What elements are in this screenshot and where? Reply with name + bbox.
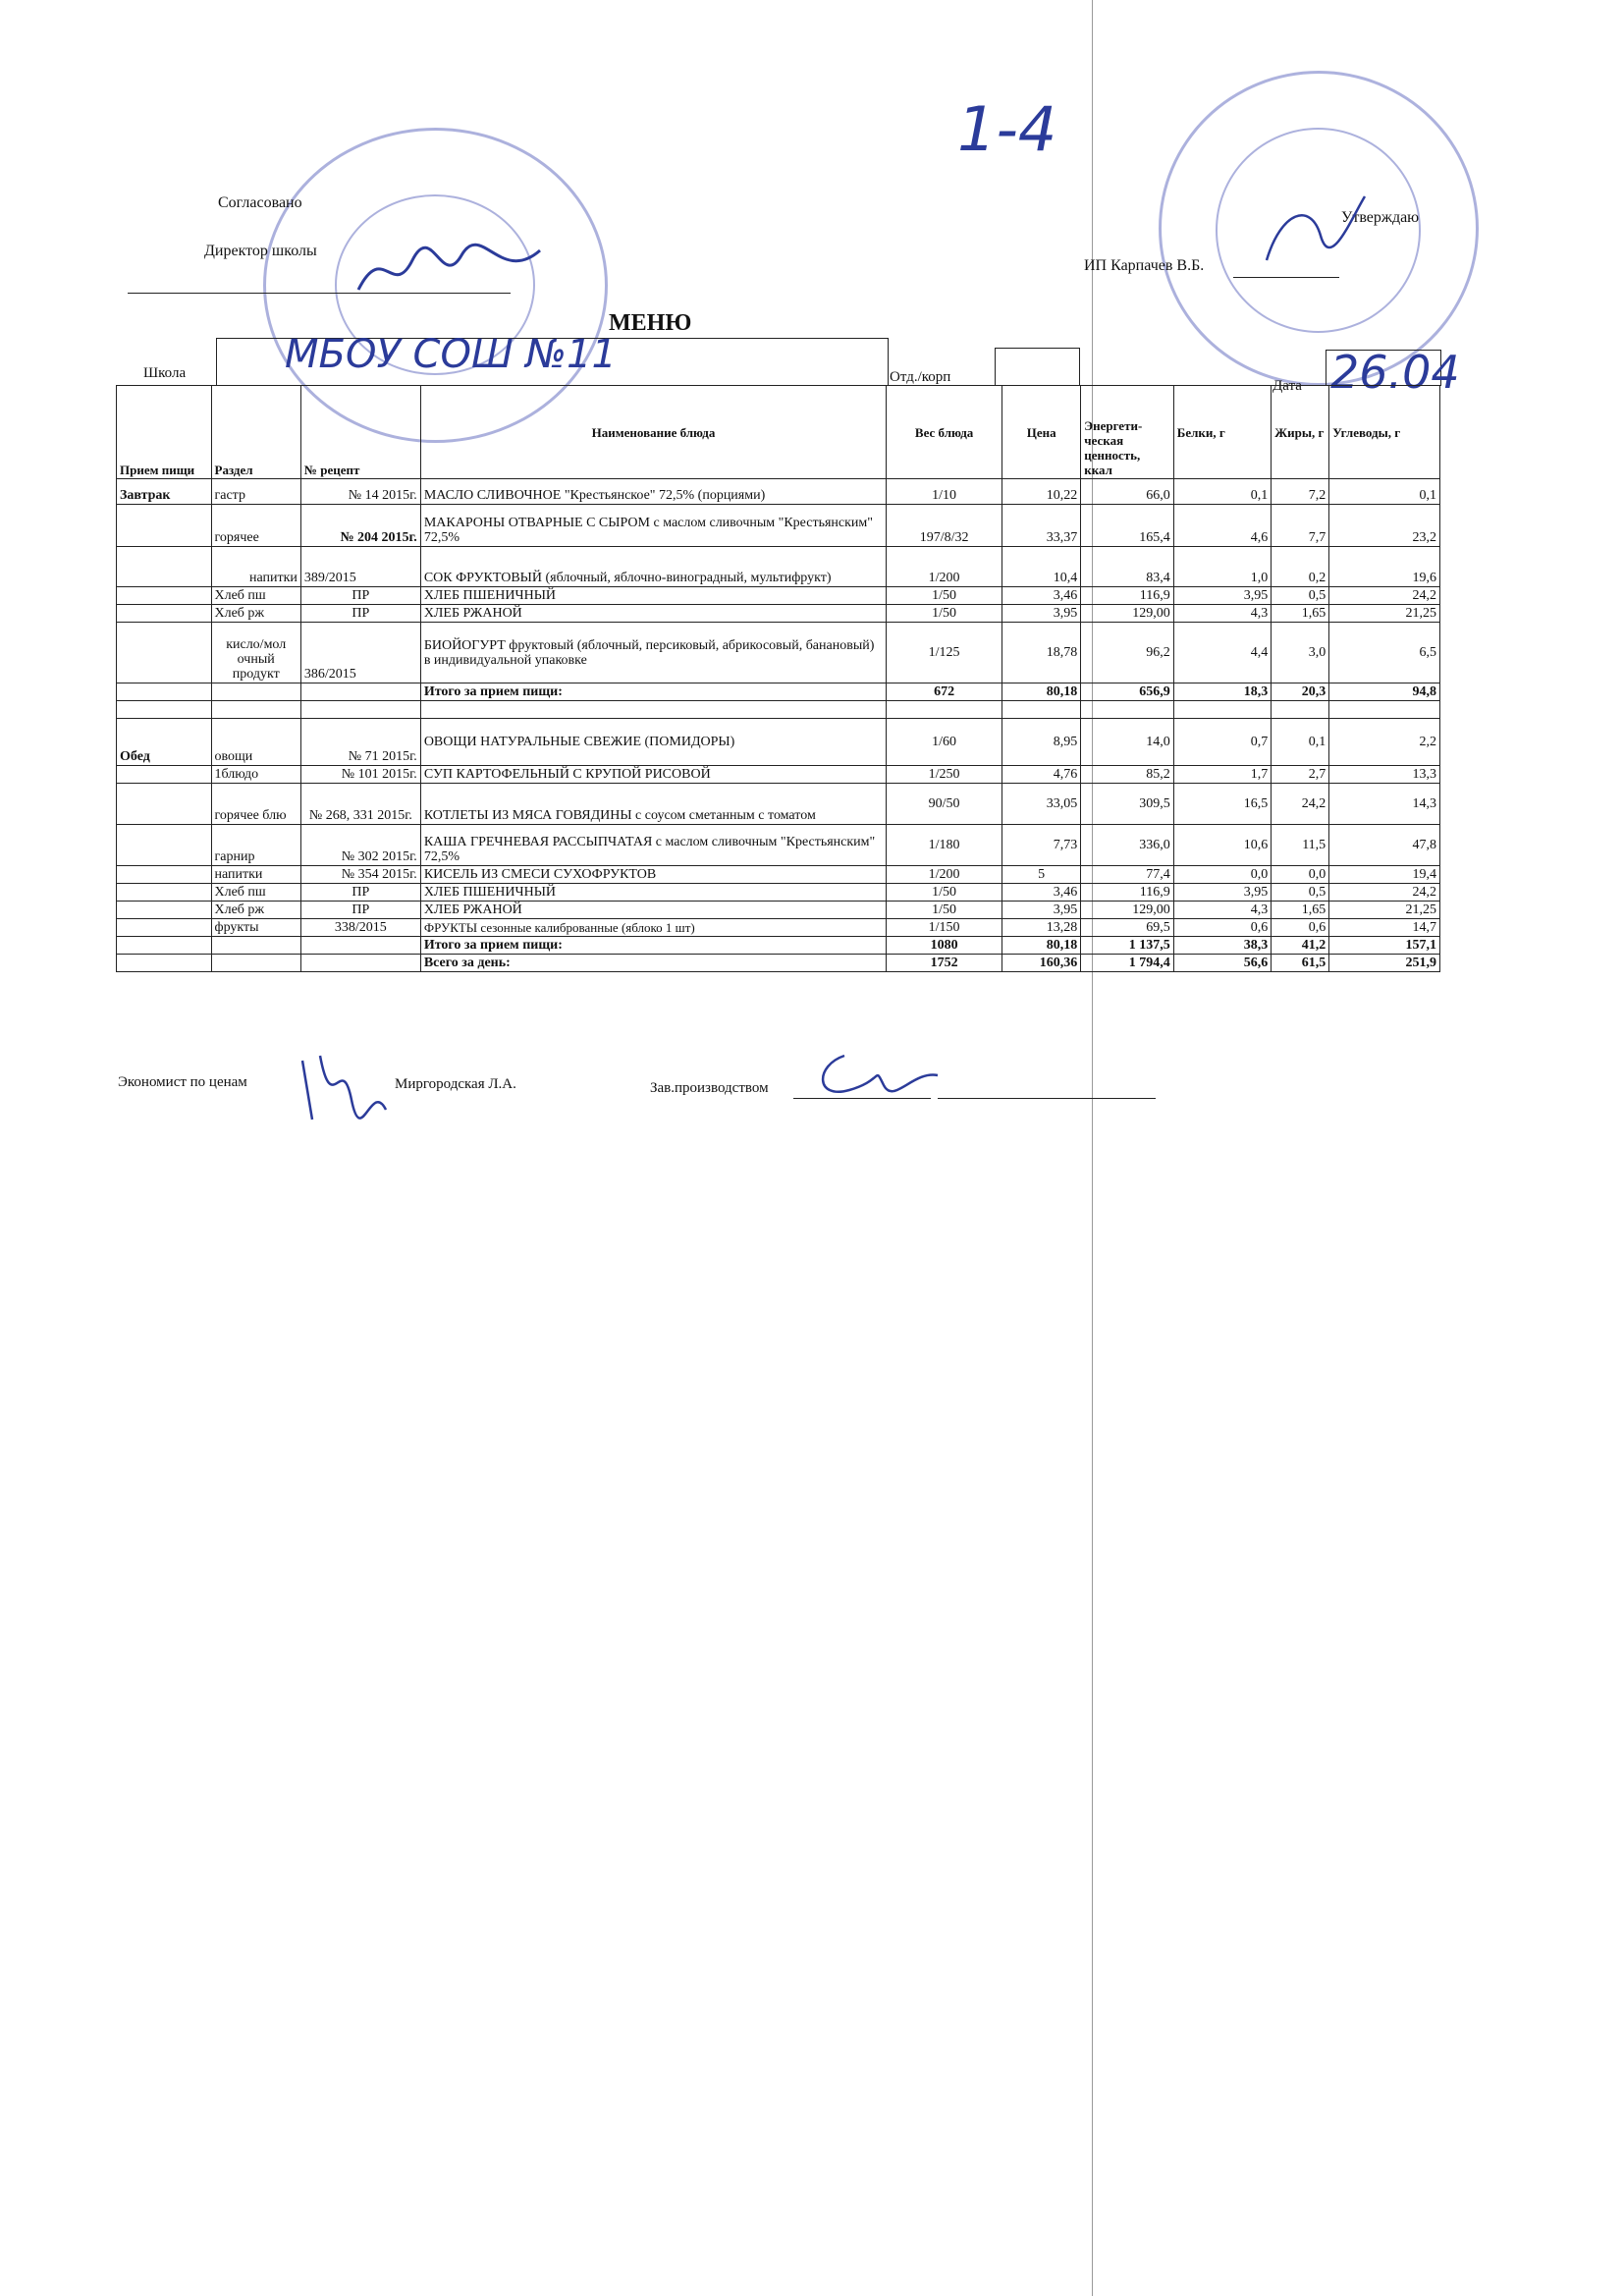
table-row [117,587,1440,605]
weight-cell: 1/10 [887,479,1002,505]
col-section: Раздел [211,386,300,479]
recipe-cell: № 14 2015г. [300,479,420,505]
economist-signature [293,1041,391,1129]
energy-cell: 69,5 [1081,919,1173,937]
weight-cell: 1752 [887,955,1002,972]
meal-cell [117,505,212,547]
table-row [117,902,1440,919]
energy-cell: 1 137,5 [1081,937,1173,955]
meal-cell: Завтрак [117,479,212,505]
fat-cell: 11,5 [1272,825,1329,866]
meal-cell [117,884,212,902]
dish-name-cell: ОВОЩИ НАТУРАЛЬНЫЕ СВЕЖИЕ (ПОМИДОРЫ) [420,719,886,766]
carbs-cell: 24,2 [1329,884,1440,902]
weight-cell: 1/200 [887,866,1002,884]
economist-name: Миргородская Л.А. [395,1076,516,1092]
carbs-cell: 6,5 [1329,623,1440,683]
meal-cell: Обед [117,719,212,766]
energy-cell: 309,5 [1081,784,1173,825]
protein-cell: 4,3 [1173,605,1272,623]
carbs-cell: 47,8 [1329,825,1440,866]
section-cell: Хлеб пш [211,884,300,902]
director-label: Директор школы [204,243,317,259]
dish-name-cell: БИОЙОГУРТ фруктовый (яблочный, персиковый, абрикосовый, банановый) в индивидуальной упаковке [420,623,886,683]
energy-cell: 66,0 [1081,479,1173,505]
table-row [117,505,1440,547]
section-cell: овощи [211,719,300,766]
protein-cell: 3,95 [1173,884,1272,902]
weight-cell: 1/150 [887,919,1002,937]
fat-cell: 3,0 [1272,623,1329,683]
energy-cell: 336,0 [1081,825,1173,866]
recipe-cell: № 268, 331 2015г. [300,784,420,825]
dish-name-cell: ХЛЕБ ПШЕНИЧНЫЙ [420,587,886,605]
col-protein: Белки, г [1173,386,1272,479]
energy-cell: 14,0 [1081,719,1173,766]
energy-cell: 129,00 [1081,605,1173,623]
price-cell: 4,76 [1002,766,1081,784]
price-cell: 3,95 [1002,605,1081,623]
production-signature [805,1046,943,1105]
weight-cell: 197/8/32 [887,505,1002,547]
carbs-cell: 21,25 [1329,605,1440,623]
weight-cell: 1/125 [887,623,1002,683]
energy-cell: 77,4 [1081,866,1173,884]
weight-cell: 1/60 [887,719,1002,766]
dish-name-cell: ХЛЕБ РЖАНОЙ [420,605,886,623]
meal-cell [117,866,212,884]
price-cell: 10,4 [1002,547,1081,587]
carbs-cell: 251,9 [1329,955,1440,972]
price-cell: 80,18 [1002,683,1081,701]
recipe-cell: 386/2015 [300,623,420,683]
carbs-cell: 19,6 [1329,547,1440,587]
date-value: 26.04 [1330,346,1460,399]
price-cell: 8,95 [1002,719,1081,766]
recipe-cell: ПР [300,605,420,623]
protein-cell: 0,7 [1173,719,1272,766]
energy-cell: 1 794,4 [1081,955,1173,972]
table-row [117,623,1440,683]
carbs-cell: 2,2 [1329,719,1440,766]
section-cell: горячее [211,505,300,547]
protein-cell: 0,1 [1173,479,1272,505]
section-cell: Хлеб рж [211,902,300,919]
section-cell: фрукты [211,919,300,937]
recipe-cell: 389/2015 [300,547,420,587]
price-cell: 80,18 [1002,937,1081,955]
protein-cell: 1,0 [1173,547,1272,587]
school-value: МБОУ СОШ №11 [285,332,617,377]
protein-cell: 4,4 [1173,623,1272,683]
production-label: Зав.производством [650,1080,769,1096]
col-price: Цена [1002,386,1081,479]
total-label: Итого за прием пищи: [420,683,886,701]
col-weight: Вес блюда [887,386,1002,479]
recipe-cell: ПР [300,902,420,919]
agreed-label: Согласовано [218,194,302,211]
meal-cell [117,623,212,683]
meal-cell [117,825,212,866]
fat-cell: 7,2 [1272,479,1329,505]
meal-cell [117,587,212,605]
section-cell: горячее блю [211,784,300,825]
page-title: МЕНЮ [609,310,692,336]
meal-cell [117,784,212,825]
weight-cell: 1/50 [887,884,1002,902]
price-cell: 3,46 [1002,884,1081,902]
header-row [117,386,1440,479]
protein-cell: 4,3 [1173,902,1272,919]
approver-signature-line [1233,277,1339,278]
fat-cell: 41,2 [1272,937,1329,955]
table-row [117,884,1440,902]
dish-name-cell: МАКАРОНЫ ОТВАРНЫЕ С СЫРОМ с маслом сливочным "Крестьянским" 72,5% [420,505,886,547]
protein-cell: 4,6 [1173,505,1272,547]
fat-cell: 0,2 [1272,547,1329,587]
protein-cell: 0,0 [1173,866,1272,884]
col-recipe: № рецепт [300,386,420,479]
meal-cell [117,605,212,623]
fat-cell: 61,5 [1272,955,1329,972]
col-name: Наименование блюда [420,386,886,479]
dish-name-cell: КИСЕЛЬ ИЗ СМЕСИ СУХОФРУКТОВ [420,866,886,884]
meal-cell [117,547,212,587]
approve-label: Утверждаю [1341,209,1420,226]
weight-cell: 1080 [887,937,1002,955]
date-label: Дата [1272,378,1302,394]
production-signature-line [793,1098,931,1099]
fat-cell: 0,5 [1272,884,1329,902]
section-cell: гарнир [211,825,300,866]
col-energy: Энергети-ческая ценность, ккал [1081,386,1173,479]
scan-line [1092,0,1093,2296]
table-row [117,766,1440,784]
energy-cell: 656,9 [1081,683,1173,701]
carbs-cell: 94,8 [1329,683,1440,701]
section-cell: Хлеб пш [211,587,300,605]
protein-cell: 1,7 [1173,766,1272,784]
table-row [117,605,1440,623]
production-name-line [938,1098,1156,1099]
lunch-total-row [117,937,1440,955]
table-row [117,547,1440,587]
weight-cell: 672 [887,683,1002,701]
dept-box [995,348,1080,386]
price-cell: 3,46 [1002,587,1081,605]
fat-cell: 24,2 [1272,784,1329,825]
section-cell: Хлеб рж [211,605,300,623]
table-row [117,825,1440,866]
recipe-cell: № 101 2015г. [300,766,420,784]
approver-label: ИП Карпачев В.Б. [1084,257,1205,274]
col-fat: Жиры, г [1272,386,1329,479]
energy-cell: 116,9 [1081,587,1173,605]
col-meal: Прием пищи [117,386,212,479]
table-row [117,784,1440,825]
energy-cell: 165,4 [1081,505,1173,547]
recipe-cell: № 204 2015г. [300,505,420,547]
section-cell: напитки [211,547,300,587]
protein-cell: 10,6 [1173,825,1272,866]
dish-name-cell: СОК ФРУКТОВЫЙ (яблочный, яблочно-виноградный, мультифрукт) [420,547,886,587]
fat-cell: 0,6 [1272,919,1329,937]
fat-cell: 0,0 [1272,866,1329,884]
weight-cell: 1/50 [887,902,1002,919]
protein-cell: 0,6 [1173,919,1272,937]
weight-cell: 1/200 [887,547,1002,587]
recipe-cell: № 302 2015г. [300,825,420,866]
carbs-cell: 14,3 [1329,784,1440,825]
table-row [117,919,1440,937]
dish-name-cell: СУП КАРТОФЕЛЬНЫЙ С КРУПОЙ РИСОВОЙ [420,766,886,784]
weight-cell: 90/50 [887,784,1002,825]
price-cell: 3,95 [1002,902,1081,919]
recipe-cell: ПР [300,884,420,902]
fat-cell: 7,7 [1272,505,1329,547]
section-cell: напитки [211,866,300,884]
table-row [117,719,1440,766]
energy-cell: 96,2 [1081,623,1173,683]
dish-name-cell: МАСЛО СЛИВОЧНОЕ "Крестьянское" 72,5% (порциями) [420,479,886,505]
price-cell: 10,22 [1002,479,1081,505]
total-label: Всего за день: [420,955,886,972]
economist-label: Экономист по ценам [118,1074,247,1090]
energy-cell: 85,2 [1081,766,1173,784]
carbs-cell: 19,4 [1329,866,1440,884]
price-cell: 18,78 [1002,623,1081,683]
recipe-cell: № 71 2015г. [300,719,420,766]
price-cell: 33,05 [1002,784,1081,825]
table-row [117,866,1440,884]
table-row [117,479,1440,505]
protein-cell: 56,6 [1173,955,1272,972]
weight-cell: 1/180 [887,825,1002,866]
dish-name-cell: ХЛЕБ ПШЕНИЧНЫЙ [420,884,886,902]
col-carbs: Углеводы, г [1329,386,1440,479]
dept-label: Отд./корп [890,369,951,385]
weight-cell: 1/50 [887,587,1002,605]
fat-cell: 2,7 [1272,766,1329,784]
meal-cell [117,902,212,919]
menu-table [116,385,1440,972]
price-cell: 7,73 [1002,825,1081,866]
weight-cell: 1/50 [887,605,1002,623]
fat-cell: 1,65 [1272,605,1329,623]
day-total-row [117,955,1440,972]
protein-cell: 16,5 [1173,784,1272,825]
price-cell: 13,28 [1002,919,1081,937]
dish-name-cell: КОТЛЕТЫ ИЗ МЯСА ГОВЯДИНЫ с соусом сметанным с томатом [420,784,886,825]
weight-cell: 1/250 [887,766,1002,784]
recipe-cell: № 354 2015г. [300,866,420,884]
price-cell: 160,36 [1002,955,1081,972]
spacer-row [117,701,1440,719]
carbs-cell: 24,2 [1329,587,1440,605]
meal-cell [117,919,212,937]
section-cell: 1блюдо [211,766,300,784]
section-cell: кисло/мол очный продукт [211,623,300,683]
protein-cell: 3,95 [1173,587,1272,605]
meal-cell [117,766,212,784]
carbs-cell: 21,25 [1329,902,1440,919]
section-cell: гастр [211,479,300,505]
director-signature [353,231,550,309]
school-label: Школа [143,365,187,381]
fat-cell: 0,5 [1272,587,1329,605]
dish-name-cell: ФРУКТЫ сезонные калиброванные (яблоко 1 шт) [420,919,886,937]
fat-cell: 0,1 [1272,719,1329,766]
carbs-cell: 23,2 [1329,505,1440,547]
protein-cell: 18,3 [1173,683,1272,701]
recipe-cell: ПР [300,587,420,605]
protein-cell: 38,3 [1173,937,1272,955]
price-cell: 5 [1002,866,1081,884]
fat-cell: 20,3 [1272,683,1329,701]
energy-cell: 83,4 [1081,547,1173,587]
carbs-cell: 14,7 [1329,919,1440,937]
energy-cell: 116,9 [1081,884,1173,902]
energy-cell: 129,00 [1081,902,1173,919]
fat-cell: 1,65 [1272,902,1329,919]
total-label: Итого за прием пищи: [420,937,886,955]
breakfast-total-row [117,683,1440,701]
price-cell: 33,37 [1002,505,1081,547]
recipe-cell: 338/2015 [300,919,420,937]
carbs-cell: 0,1 [1329,479,1440,505]
carbs-cell: 13,3 [1329,766,1440,784]
carbs-cell: 157,1 [1329,937,1440,955]
corner-mark: 1-4 [957,93,1057,165]
dish-name-cell: ХЛЕБ РЖАНОЙ [420,902,886,919]
approver-signature [1262,191,1370,270]
dish-name-cell: КАША ГРЕЧНЕВАЯ РАССЫПЧАТАЯ с маслом сливочным "Крестьянским" 72,5% [420,825,886,866]
